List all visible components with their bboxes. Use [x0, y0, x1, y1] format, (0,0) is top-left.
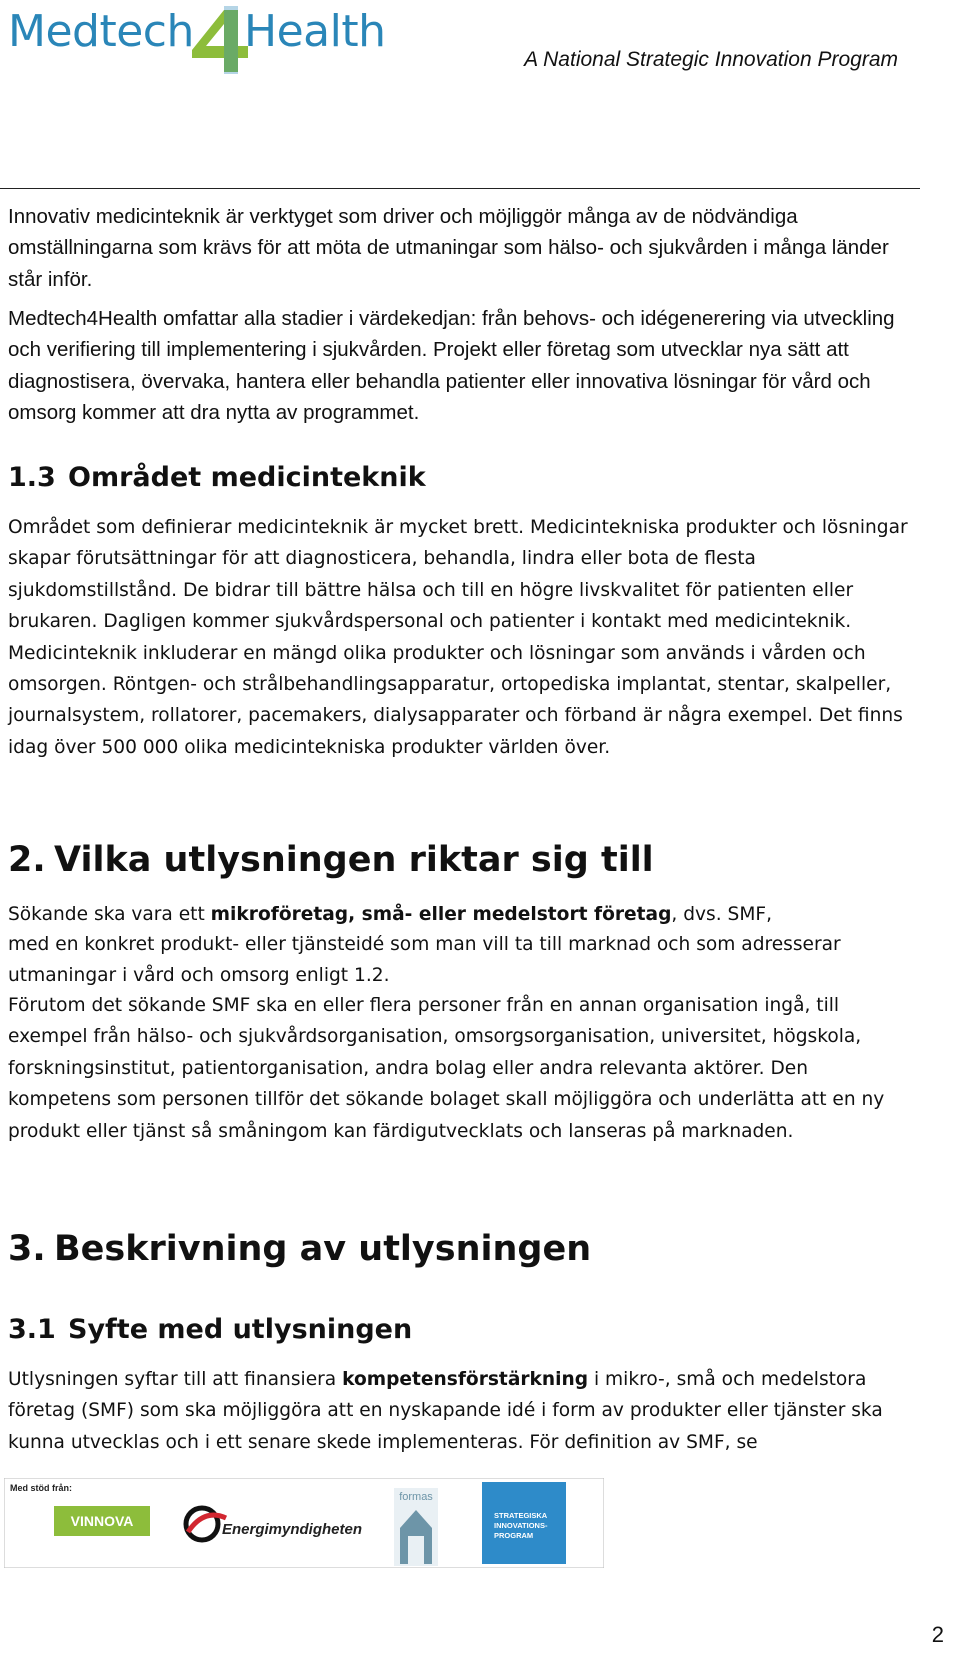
tagline: A National Strategic Innovation Program — [524, 48, 898, 71]
bold-text: kompetensförstärkning — [342, 1369, 589, 1390]
formas-text: formas — [399, 1491, 433, 1503]
sip-logo — [482, 1482, 566, 1564]
section-title: Vilka utlysningen riktar sig till — [54, 840, 654, 880]
section-number: 3.1 — [8, 1314, 56, 1345]
section-title: Syfte med utlysningen — [68, 1314, 413, 1345]
section-number: 3. — [8, 1229, 46, 1269]
section-2-paragraph-3: Förutom det sökande SMF ska en eller flera personer från en annan organisation ingå, till exempel från hälso- och sjukvårdsorganisation, omsorgsorganisation, universitet, högskola, forskningsinstitut, patientorganisation, andra bolag eller andra relevanta aktörer. Den kompetens som personen tillför det sökande bolaget skall möjliggöra och underlätta att en ny produkt eller tjänst så småningom kan färdigutvecklats och lanseras på marknaden. — [8, 995, 885, 1142]
bold-text: mikroföretag, små- eller medelstort företag — [210, 904, 672, 925]
section-2-heading — [8, 840, 654, 880]
section-2-paragraph-2: med en konkret produkt- eller tjänsteidé som man vill ta till marknad och som adresserar utmaningar i vård och omsorg enligt 1.2. — [8, 934, 841, 987]
section-title: Området medicinteknik — [68, 462, 426, 493]
sponsor-logos-banner — [4, 1478, 604, 1568]
text: Utlysningen syftar till att finansiera — [8, 1369, 343, 1390]
section-title: Beskrivning av utlysningen — [54, 1229, 592, 1269]
page-number: 2 — [931, 1622, 944, 1647]
energi-text: Energimyndigheten — [222, 1521, 363, 1538]
section-number: 2. — [8, 840, 46, 880]
logo-four-mark — [186, 6, 252, 74]
section-2-paragraph-1 — [8, 899, 913, 930]
text: , dvs. SMF, — [671, 904, 772, 925]
sip-line-1: STRATEGISKA — [494, 1511, 548, 1520]
logo-text-right: Health — [244, 6, 386, 57]
logo-text-left: Medtech — [8, 6, 194, 57]
section-3-1-text — [8, 1364, 913, 1458]
intro-paragraph-2: Medtech4Health omfattar alla stadier i värdekedjan: från behovs- och idégenerering via utveckling och verifiering till implementering i sjukvården. Projekt eller företag som utvecklar nya sätt att diagnostisera, övervaka, hantera eller behandla patienter eller innovativa lösningar för vård och omsorg kommer att dra nytta av programmet. — [8, 307, 895, 425]
sip-line-3: PROGRAM — [494, 1531, 534, 1540]
text: Sökande ska vara ett — [8, 904, 211, 925]
formas-logo — [394, 1488, 438, 1566]
text: i mikro-, små och medelstora företag (SMF) som ska möjliggöra att en nyskapande idé i form av produkter eller tjänster ska kunna utvecklas och i ett senare skede implementeras. För definition av SMF, se — [8, 1369, 883, 1453]
sip-line-2: INNOVATIONS- — [494, 1521, 548, 1530]
support-label: Med stöd från: — [10, 1483, 72, 1493]
intro-paragraph-1: Innovativ medicinteknik är verktyget som driver och möjliggör många av de nödvändiga omställningarna som krävs för att möta de utmaningar som hälso- och sjukvården i många länder står inför. — [8, 205, 889, 291]
header-divider — [0, 188, 920, 189]
section-1-3-heading — [8, 462, 426, 493]
section-3-heading — [8, 1229, 591, 1269]
vinnova-logo — [54, 1506, 150, 1536]
section-3-1-heading — [8, 1314, 412, 1345]
section-number: 1.3 — [8, 462, 56, 493]
vinnova-text: VINNOVA — [70, 1513, 134, 1529]
section-1-3-text: Området som definierar medicinteknik är mycket brett. Medicintekniska produkter och lösningar skapar förutsättningar för att diagnosticera, behandla, lindra eller bota de flesta sjukdomstillstånd. De bidrar till bättre hälsa och till en högre livskvalitet för patienten eller brukaren. Dagligen kommer sjukvårdspersonal och patienter i kontakt med medicinteknik. Medicinteknik inkluderar en mängd olika produkter och lösningar som används i vården och omsorgen. Röntgen- och strålbehandlingsapparatur, ortopediska implantat, stentar, skalpeller, journalsystem, rollatorer, pacemakers, dialysapparater och förband är några exempel. Det finns idag över 500 000 olika medicintekniska produkter världen över. — [8, 517, 908, 758]
medtech4health-logo — [8, 4, 408, 74]
